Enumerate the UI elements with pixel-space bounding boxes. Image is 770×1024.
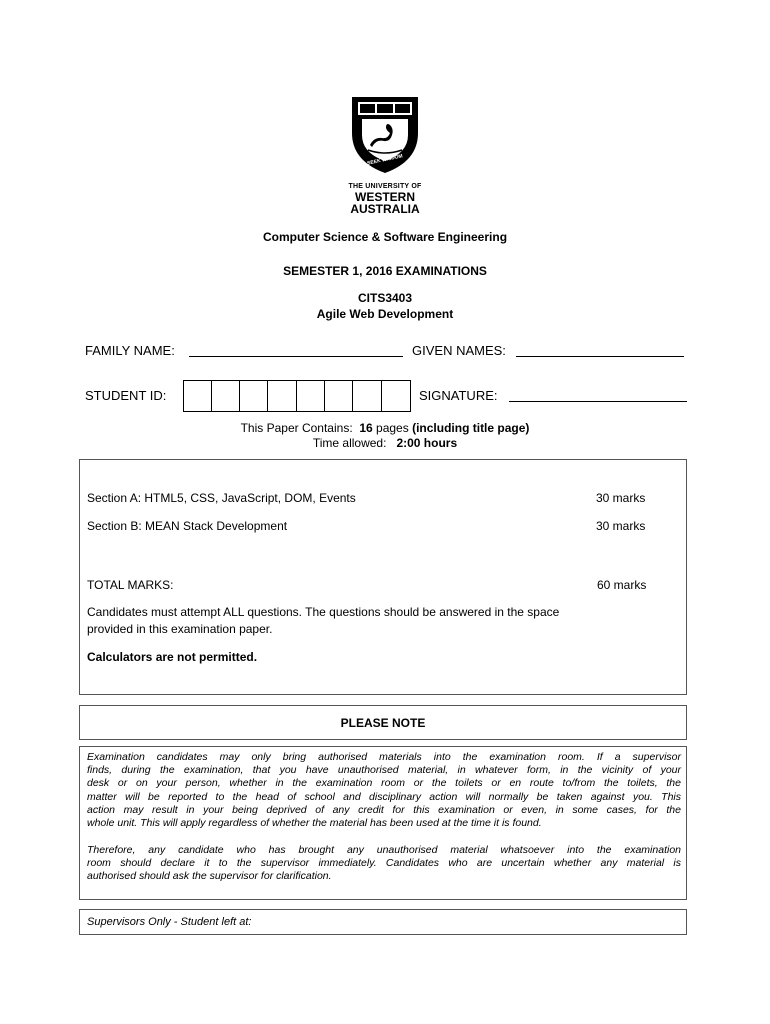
given-names-label: GIVEN NAMES: xyxy=(412,343,506,358)
semester-title: SEMESTER 1, 2016 EXAMINATIONS xyxy=(283,264,487,278)
section-b-label: Section B: MEAN Stack Development xyxy=(87,519,288,533)
para1-line: desk or on your person, whether in the examination room or the toilets or en route to/from the toilets, the xyxy=(87,777,681,790)
pages-suffix: (including title page) xyxy=(412,421,530,435)
university-logo xyxy=(342,95,428,220)
para1-line: action may result in your being deprived of any credit for this examination or even, in some cases, for the xyxy=(87,803,681,816)
unit-name: Agile Web Development xyxy=(316,307,454,321)
student-id-box[interactable] xyxy=(183,380,212,412)
section-a-marks: 30 marks xyxy=(596,491,646,505)
please-note-box xyxy=(79,705,687,740)
signature-label: SIGNATURE: xyxy=(419,388,498,403)
time-allowed-value: 2:00 hours xyxy=(396,436,458,450)
student-id-boxes[interactable] xyxy=(183,380,411,412)
please-note-body xyxy=(79,746,687,900)
department-title: Computer Science & Software Engineering xyxy=(262,230,508,244)
student-id-box[interactable] xyxy=(352,380,382,412)
family-name-field[interactable] xyxy=(189,356,403,357)
para1-line: finds, during the examination, that you have unauthorised material, in whatever form, in the vicinity of your xyxy=(87,764,681,777)
instructions-line1: Candidates must attempt ALL questions. The questions should be answered in the space xyxy=(87,605,560,619)
total-marks-label: TOTAL MARKS: xyxy=(87,578,174,592)
calculators-note: Calculators are not permitted. xyxy=(87,650,258,664)
given-names-field[interactable] xyxy=(516,356,684,357)
student-id-box[interactable] xyxy=(324,380,353,412)
para1-line: matter will be reported to the head of school and disciplinary action will normally be taken against you. This xyxy=(87,790,681,803)
section-b-marks: 30 marks xyxy=(596,519,646,533)
para1-line: Examination candidates may only bring authorised materials into the examination room. If a supervisor xyxy=(87,751,681,763)
time-allowed-label: Time allowed: xyxy=(312,436,387,450)
university-name-line1: THE UNIVERSITY OF xyxy=(348,183,422,190)
time-allowed xyxy=(0,436,770,450)
please-note-para1 xyxy=(87,751,681,830)
paper-contains xyxy=(0,421,770,435)
student-id-box[interactable] xyxy=(211,380,240,412)
total-marks-value: 60 marks xyxy=(597,578,647,592)
pages-count: 16 xyxy=(359,421,373,435)
para2-line: authorised should ask the supervisor for clarification. xyxy=(87,870,332,883)
para1-line: whole unit. This will apply regardless of whether the material has been used at the time it is found. xyxy=(87,817,542,830)
student-id-box[interactable] xyxy=(267,380,297,412)
marks-box xyxy=(79,459,687,695)
please-note-title: PLEASE NOTE xyxy=(340,716,426,730)
unit-code: CITS3403 xyxy=(357,291,413,305)
section-a-label: Section A: HTML5, CSS, JavaScript, DOM, Events xyxy=(87,491,356,505)
motto-ribbon: SEEK WISDOM xyxy=(366,153,404,167)
pages-word: pages xyxy=(376,421,409,435)
family-name-label: FAMILY NAME: xyxy=(85,343,175,358)
paper-contains-prefix: This Paper Contains: xyxy=(240,421,353,435)
student-id-box[interactable] xyxy=(239,380,268,412)
signature-field[interactable] xyxy=(509,401,687,402)
student-id-box[interactable] xyxy=(381,380,411,412)
student-id-label: STUDENT ID: xyxy=(85,388,167,403)
university-name-line3: AUSTRALIA xyxy=(350,202,420,216)
university-name-line2: WESTERN xyxy=(355,190,415,204)
para2-line: Therefore, any candidate who has brought any unauthorised material whatsoever into the examination xyxy=(87,844,681,856)
para2-line: room should declare it to the supervisor immediately. Candidates who are uncertain whether any material is xyxy=(87,857,681,870)
instructions-line2: provided in this examination paper. xyxy=(87,622,273,636)
supervisors-box xyxy=(79,909,687,935)
supervisors-text: Supervisors Only - Student left at: xyxy=(87,916,252,928)
student-id-box[interactable] xyxy=(296,380,325,412)
please-note-para2 xyxy=(87,844,681,884)
